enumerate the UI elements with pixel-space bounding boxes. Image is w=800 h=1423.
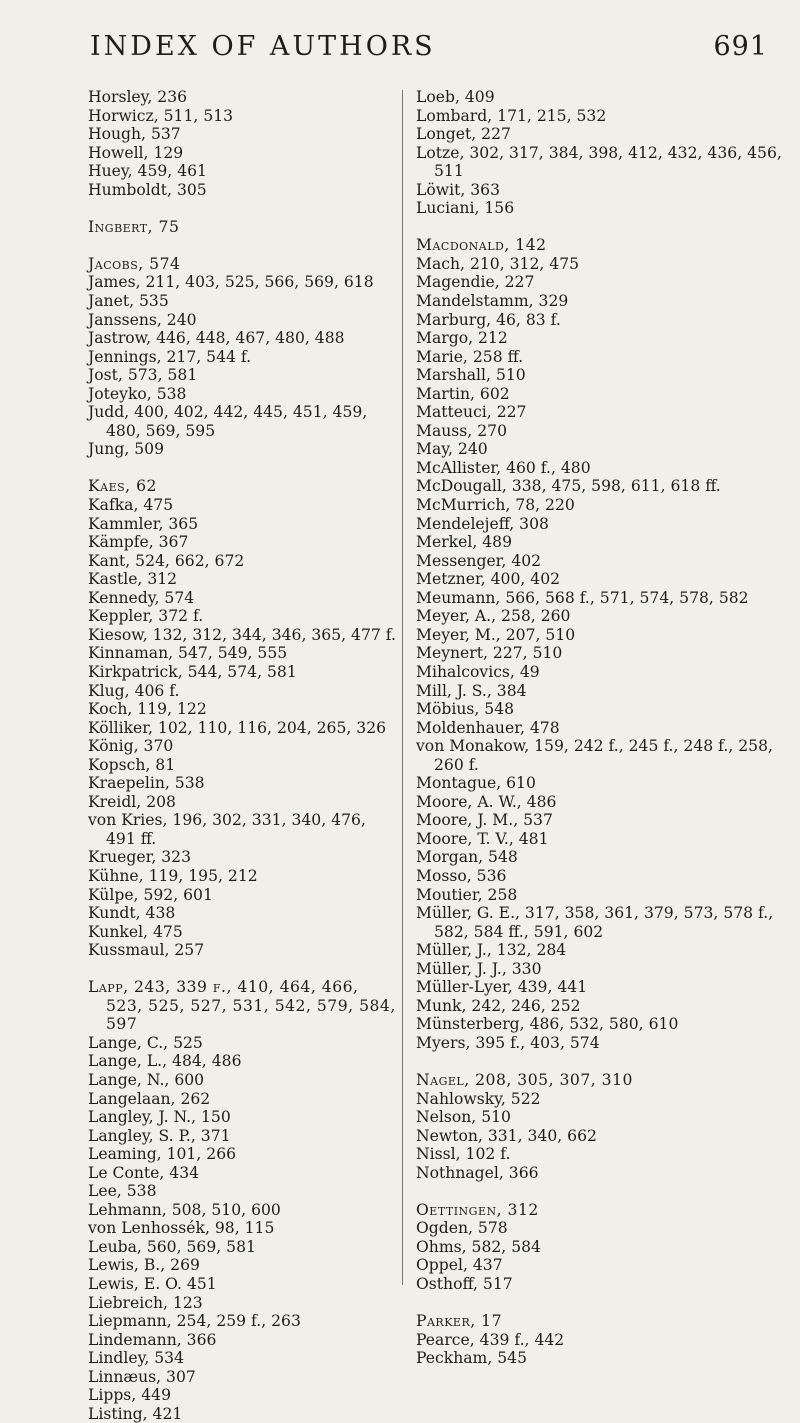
index-entry: Janet, 535 [88,292,169,311]
index-entry: Kundt, 438 [88,904,176,923]
index-entry: Kammler, 365 [88,514,199,533]
index-entry: Kunkel, 475 [88,922,183,941]
index-entry: Jastrow, 446, 448, 467, 480, 488 [88,329,345,348]
index-entry: Jennings, 217, 544 f. [88,347,252,366]
index-entry: König, 370 [88,737,174,756]
index-entry: Lewis, B., 269 [88,1256,200,1275]
section-gap [416,1294,792,1313]
index-entry: Listing, 421 [88,1404,183,1423]
index-entry: Marburg, 46, 83 f. [416,310,561,329]
index-entry: Langley, S. P., 371 [88,1126,231,1145]
index-entry: Lange, C., 525 [88,1033,203,1052]
index-entry: Lange, L., 484, 486 [88,1052,242,1071]
index-entry: von Kries, 196, 302, 331, 340, 476, 491 ff. [88,811,366,848]
index-entry: Jung, 509 [88,440,164,459]
index-entry: Külpe, 592, 601 [88,885,213,904]
index-entry: Kastle, 312 [88,570,178,589]
section-gap [416,1052,792,1071]
index-entry: Martin, 602 [416,384,510,403]
index-entry: Humboldt, 305 [88,180,207,199]
index-entry: Lombard, 171, 215, 532 [416,106,607,125]
index-entry: Horsley, 236 [88,88,188,106]
index-entry: James, 211, 403, 525, 566, 569, 618 [88,273,374,292]
index-entry: Nothnagel, 366 [416,1163,539,1182]
index-entry: Matteuci, 227 [416,403,527,422]
index-entry: Müller-Lyer, 439, 441 [416,978,588,997]
index-entry: von Monakow, 159, 242 f., 245 f., 248 f., 258, 260 f. [416,737,773,774]
index-entry: Kafka, 475 [88,496,174,515]
section-gap [88,960,396,979]
index-entry: Nelson, 510 [416,1108,511,1127]
index-entry: Lindley, 534 [88,1349,184,1368]
index-entry: Meumann, 566, 568 f., 571, 574, 578, 582 [416,588,749,607]
index-entry: Macdonald, 142 [416,236,547,255]
index-entry: May, 240 [416,440,488,459]
page-number: 691 [713,31,768,62]
index-entry: Mendelejeff, 308 [416,514,549,533]
index-entry: Marshall, 510 [416,366,526,385]
index-entry: Kiesow, 132, 312, 344, 346, 365, 477 f. [88,625,396,644]
right-column [416,88,792,1368]
index-entry: Merkel, 489 [416,533,512,552]
index-entry: Marie, 258 ff. [416,347,524,366]
index-entry: Linnæus, 307 [88,1367,196,1386]
index-entry: Moore, T. V., 481 [416,829,549,848]
index-entry: Löwit, 363 [416,180,501,199]
index-entry: Lindemann, 366 [88,1330,217,1349]
index-entry: Lewis, E. O. 451 [88,1275,217,1293]
index-entry: Meyer, M., 207, 510 [416,625,576,644]
left-column [88,88,396,1423]
index-entry: Ogden, 578 [416,1219,508,1238]
section-gap [416,1182,792,1201]
index-entry: Keppler, 372 f. [88,607,204,626]
index-entry: Howell, 129 [88,143,184,162]
index-entry: Le Conte, 434 [88,1163,200,1182]
index-entry: Langelaan, 262 [88,1089,211,1108]
index-entry: Moore, J. M., 537 [416,811,553,830]
index-entry: Münsterberg, 486, 532, 580, 610 [416,1015,679,1034]
index-entry: Liebreich, 123 [88,1293,203,1312]
section-gap [88,459,396,478]
index-entry: Kühne, 119, 195, 212 [88,866,258,885]
index-entry: Mosso, 536 [416,866,507,885]
index-entry: Metzner, 400, 402 [416,570,561,589]
index-entry: Müller, J., 132, 284 [416,941,567,960]
index-entry: Kölliker, 102, 110, 116, 204, 265, 326 [88,718,387,737]
index-entry: Lotze, 302, 317, 384, 398, 412, 432, 436, 456, 511 [416,143,782,181]
index-entry: Newton, 331, 340, 662 [416,1126,597,1145]
section-gap [416,218,792,237]
index-entry: Kussmaul, 257 [88,941,205,960]
index-entry: Luciani, 156 [416,199,515,218]
index-entry: Müller, G. E., 317, 358, 361, 379, 573, 578 f., 582, 584 ff., 591, 602 [416,904,774,941]
index-entry: Munk, 242, 246, 252 [416,996,581,1015]
index-entry: McMurrich, 78, 220 [416,496,575,515]
index-entry: Mauss, 270 [416,421,507,440]
index-entry: Meyer, A., 258, 260 [416,607,571,626]
index-entry: Nagel, 208, 305, 307, 310 [416,1070,633,1089]
index-entry: Margo, 212 [416,329,508,348]
section-gap [88,199,396,218]
index-entry: Leuba, 560, 569, 581 [88,1237,256,1256]
index-entry: Oppel, 437 [416,1256,503,1275]
index-entry: Morgan, 548 [416,848,518,867]
column-divider [402,90,403,1285]
index-entry: Janssens, 240 [88,310,197,329]
index-entry: Mach, 210, 312, 475 [416,254,580,273]
index-entry: Kant, 524, 662, 672 [88,551,245,570]
index-entry: Kennedy, 574 [88,588,195,607]
section-gap [88,236,396,255]
index-entry: Hough, 537 [88,125,181,144]
index-entry: Huey, 459, 461 [88,162,207,181]
index-entry: Kreidl, 208 [88,792,176,811]
index-entry: Ingbert, 75 [88,217,180,236]
index-entry: Peckham, 545 [416,1349,528,1368]
index-entry: Loeb, 409 [416,88,495,106]
index-entry: Kopsch, 81 [88,755,176,774]
index-entry: Montague, 610 [416,774,536,793]
index-entry: Judd, 400, 402, 442, 445, 451, 459, 480, 569, 595 [88,403,368,440]
index-entry: Kämpfe, 367 [88,533,189,552]
index-entry: McAllister, 460 f., 480 [416,458,591,477]
index-entry: Nahlowsky, 522 [416,1089,541,1108]
index-entry: Möbius, 548 [416,700,515,719]
index-entry: Jacobs, 574 [88,254,181,273]
index-entry: Longet, 227 [416,125,511,144]
index-entry: Meynert, 227, 510 [416,644,563,663]
index-entry: Magendie, 227 [416,273,535,292]
index-entry: Lange, N., 600 [88,1070,205,1089]
index-entry: Kinnaman, 547, 549, 555 [88,644,288,663]
index-entry: Müller, J. J., 330 [416,959,542,978]
index-entry: Nissl, 102 f. [416,1145,511,1164]
index-entry: Lapp, 243, 339 f., 410, 464, 466, 523, 525, 527, 531, 542, 579, 584, 597 [88,978,396,1034]
index-entry: Krueger, 323 [88,848,192,867]
index-entry: Pearce, 439 f., 442 [416,1330,565,1349]
index-entry: Osthoff, 517 [416,1275,513,1293]
index-entry: Kirkpatrick, 544, 574, 581 [88,662,297,681]
index-entry: Moore, A. W., 486 [416,792,557,811]
page-title: INDEX OF AUTHORS [90,31,436,62]
index-entry: Kaes, 62 [88,477,157,496]
index-entry: Kraepelin, 538 [88,774,205,793]
index-entry: McDougall, 338, 475, 598, 611, 618 ff. [416,477,721,496]
index-entry: Joteyko, 538 [88,384,187,403]
index-entry: Moldenhauer, 478 [416,718,560,737]
index-entry: Leaming, 101, 266 [88,1145,237,1164]
index-entry: Langley, J. N., 150 [88,1108,231,1127]
index-entry: Oettingen, 312 [416,1200,539,1219]
index-entry: Lehmann, 508, 510, 600 [88,1200,281,1219]
index-entry: Messenger, 402 [416,551,542,570]
index-entry: Parker, 17 [416,1312,503,1331]
index-entry: Mill, J. S., 384 [416,681,527,700]
index-entry: Mihalcovics, 49 [416,662,540,681]
index-entry: Ohms, 582, 584 [416,1237,541,1256]
index-entry: Klug, 406 f. [88,681,180,700]
index-entry: Koch, 119, 122 [88,700,207,719]
index-entry: von Lenhossék, 98, 115 [88,1219,275,1238]
index-entry: Horwicz, 511, 513 [88,106,234,125]
index-entry: Jost, 573, 581 [88,366,198,385]
index-entry: Mandelstamm, 329 [416,292,569,311]
index-entry: Lipps, 449 [88,1386,171,1405]
index-entry: Myers, 395 f., 403, 574 [416,1033,600,1052]
index-entry: Moutier, 258 [416,885,518,904]
index-entry: Lee, 538 [88,1182,157,1201]
index-entry: Liepmann, 254, 259 f., 263 [88,1312,301,1331]
